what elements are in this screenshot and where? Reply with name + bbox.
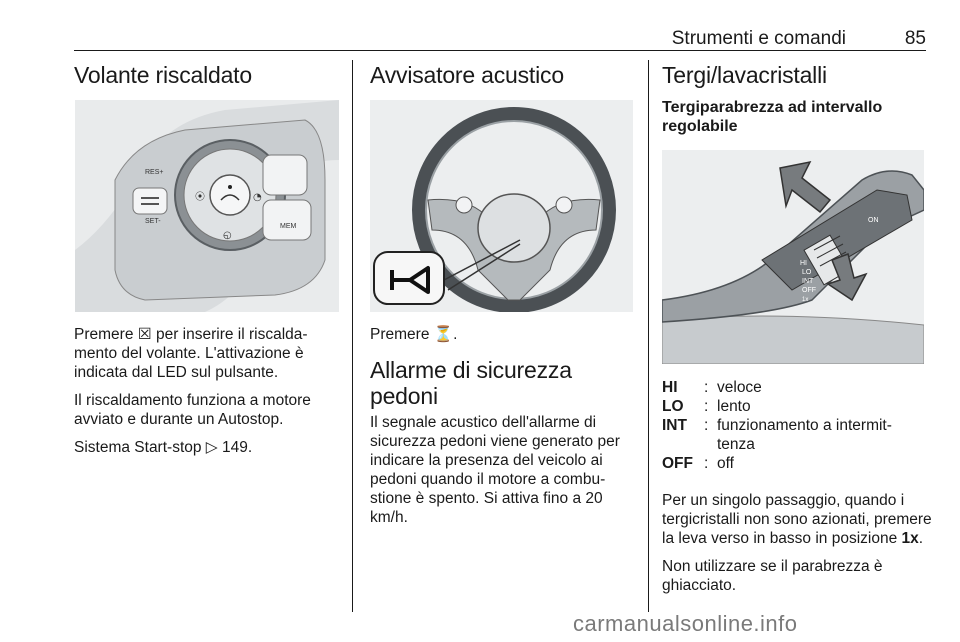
heated-steering-text bbox=[74, 325, 344, 457]
column-divider bbox=[352, 60, 353, 612]
header-rule bbox=[74, 50, 926, 51]
column-heated-steering bbox=[74, 62, 342, 88]
page-number: 85 bbox=[904, 28, 926, 49]
wipers-subtitle: Tergiparabrezza ad intervallo regolabile bbox=[662, 99, 883, 135]
svg-text:⦿: ⦿ bbox=[195, 192, 205, 203]
steering-wheel-illustration bbox=[370, 100, 633, 312]
lo-label: LO bbox=[802, 269, 812, 276]
definition-row: LO : lento bbox=[662, 398, 751, 415]
hi-label: HI bbox=[800, 260, 807, 267]
steering-wheel-controls-illustration bbox=[75, 100, 339, 312]
heated-steering-para2: Il riscaldamento funziona a motore avviato e durante un Autostop. bbox=[74, 392, 311, 428]
column-horn bbox=[370, 62, 640, 88]
heated-steering-title: Volante riscaldato bbox=[74, 62, 252, 88]
horn-symbol-icon: ⏳ bbox=[433, 326, 454, 343]
horn-text bbox=[370, 325, 640, 527]
column-wipers bbox=[662, 62, 932, 136]
column-divider bbox=[648, 60, 649, 612]
off-label: OFF bbox=[802, 287, 816, 294]
start-stop-reference: Sistema Start-stop ▷ 149. bbox=[74, 439, 253, 456]
definition-row: HI : veloce bbox=[662, 379, 762, 396]
int-label: INT bbox=[802, 278, 814, 285]
heated-steering-para1: Premere ☒ per inserire il riscalda-mento del volante. L'attivazione è indicata dal LED sul pulsante. bbox=[74, 326, 308, 381]
wiper-lever-figure bbox=[662, 150, 924, 364]
horn-figure bbox=[370, 100, 633, 312]
watermark: carmanualsonline.info bbox=[573, 611, 798, 636]
wiper-positions-list bbox=[662, 378, 932, 595]
page-ref-icon: ▷ bbox=[205, 439, 218, 456]
definition-row: INT : funzionamento a intermit-tenza bbox=[662, 417, 892, 453]
horn-title: Avvisatore acustico bbox=[370, 62, 564, 88]
mem-label: MEM bbox=[280, 223, 297, 230]
section-title: Strumenti e comandi bbox=[671, 28, 846, 49]
wiper-lever-illustration bbox=[662, 150, 924, 364]
page-header bbox=[74, 28, 926, 50]
pedestrian-alarm-para: Il segnale acustico dell'allarme di sicurezza pedoni viene generato per indicare la presenza del veicolo ai pedoni quando il motore a combu-stione è spento. Si attiva fino a 20 km/h. bbox=[370, 414, 620, 526]
definition-row: OFF : off bbox=[662, 455, 734, 472]
single-wipe-para: Per un singolo passaggio, quando i tergicristalli non sono azionati, premere la leva verso in basso in posizione 1x. bbox=[662, 492, 932, 547]
res-label: RES+ bbox=[145, 169, 164, 176]
wipers-title: Tergi/lavacristalli bbox=[662, 62, 827, 88]
frozen-windshield-warning: Non utilizzare se il parabrezza è ghiacciato. bbox=[662, 558, 883, 594]
on-label: ON bbox=[868, 217, 879, 224]
heated-wheel-icon: ☒ bbox=[137, 326, 152, 343]
svg-text:◔: ◔ bbox=[253, 192, 262, 203]
heated-steering-figure bbox=[75, 100, 339, 312]
horn-pad bbox=[478, 194, 550, 262]
svg-text:◵: ◵ bbox=[223, 230, 232, 241]
one-x-label: 1x bbox=[802, 297, 809, 303]
set-label: SET- bbox=[145, 218, 161, 225]
horn-instruction: Premere ⏳. bbox=[370, 326, 458, 343]
pedestrian-alarm-title: Allarme di sicurezza pedoni bbox=[370, 357, 572, 409]
